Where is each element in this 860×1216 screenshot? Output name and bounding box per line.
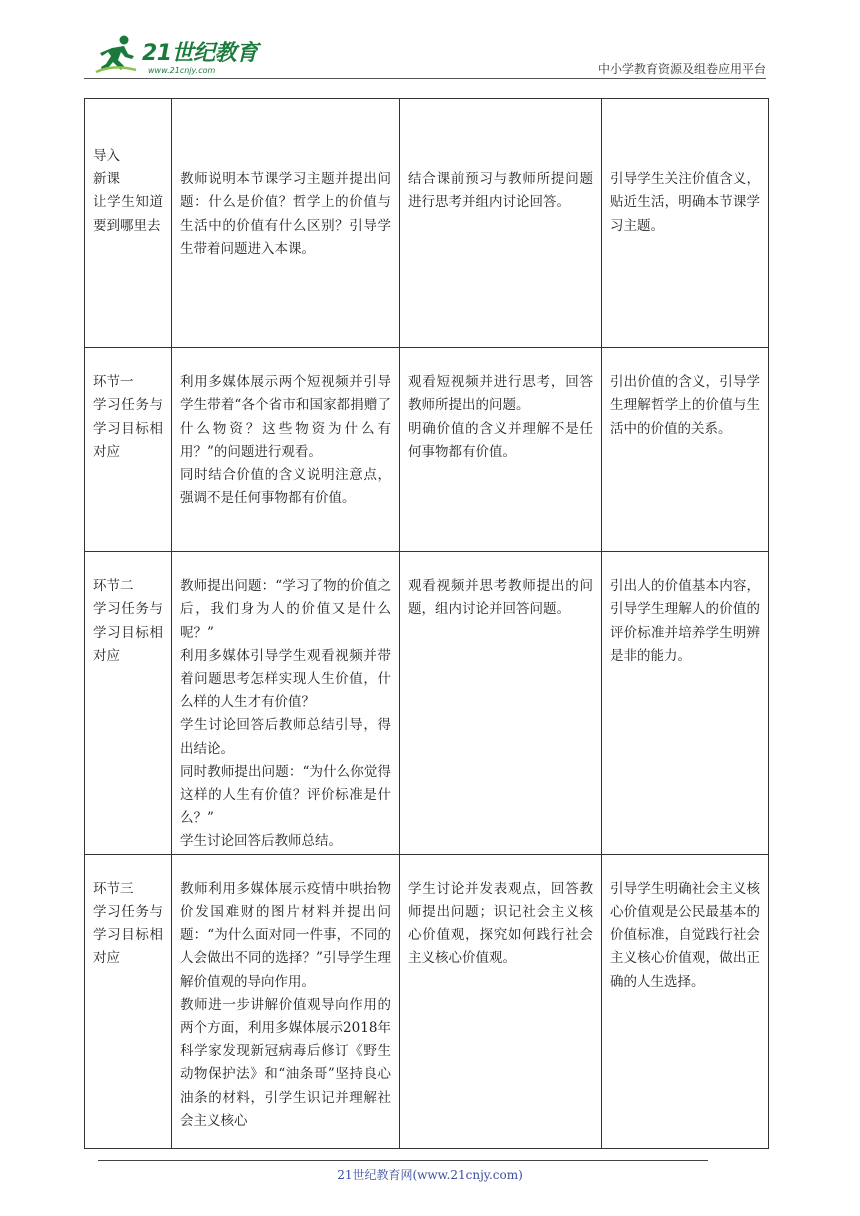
page-header <box>84 30 766 78</box>
table-row <box>85 552 769 855</box>
site-logo[interactable] <box>94 34 284 78</box>
design-intent-text: 引导学生明确社会主义核心价值观是公民最基本的价值标准，自觉践行社会主义核心价值观，做出正确的人生选择。 <box>610 880 760 990</box>
teacher-activity-text: 教师利用多媒体展示疫情中哄抬物价发国难财的图片材料并提出问题：“为什么面对同一件事，不同的人会做出不同的选择？”引导学生理解价值观的导向作用。 教师进一步讲解价值观导向作用的两个方面，利用多媒体展示2018年科学家发现新冠病毒后修订《野生动物保护法》和“油条哥”坚持良心油条的材料，引学生识记并理解社会主义核心 <box>180 880 391 1129</box>
logo-text: 21世纪教育 <box>142 41 258 66</box>
table-row <box>85 99 769 348</box>
teacher-activity-text: 教师说明本节课学习主题并提出问题：什么是价值？哲学上的价值与生活中的价值有什么区别？引导学生带着问题进入本课。 <box>180 171 391 257</box>
teacher-activity-cell <box>172 854 400 1148</box>
table-row <box>85 348 769 552</box>
footer-link[interactable]: 21世纪教育网(www.21cnjy.com) <box>337 1168 523 1182</box>
student-activity-text: 观看短视频并进行思考，回答教师所提出的问题。 明确价值的含义并理解不是任何事物都有价值。 <box>408 374 593 460</box>
stage-cell <box>85 552 172 855</box>
stage-cell <box>85 348 172 552</box>
stage-text: 环节二 学习任务与学习目标相对应 <box>93 578 163 664</box>
logo-url: www.21cnjy.com <box>148 66 216 75</box>
design-intent-text: 引出价值的含义，引导学生理解哲学上的价值与生活中的价值的关系。 <box>610 374 760 437</box>
design-intent-cell <box>602 854 769 1148</box>
design-intent-cell <box>602 348 769 552</box>
teacher-activity-text: 利用多媒体展示两个短视频并引导学生带着“各个省市和国家都捐赠了什么物资？这些物资为什么有用？”的问题进行观看。 同时结合价值的含义说明注意点，强调不是任何事物都有价值。 <box>180 374 391 507</box>
stage-text: 环节一 学习任务与学习目标相对应 <box>93 374 163 460</box>
student-activity-cell <box>400 99 602 348</box>
lesson-table <box>84 98 769 1149</box>
header-divider <box>84 78 766 79</box>
student-activity-text: 观看视频并思考教师提出的问题，组内讨论并回答问题。 <box>408 578 593 618</box>
student-activity-text: 结合课前预习与教师所提问题进行思考并组内讨论回答。 <box>408 171 593 211</box>
stage-text: 环节三 学习任务与学习目标相对应 <box>93 880 163 967</box>
student-activity-cell <box>400 854 602 1148</box>
design-intent-cell <box>602 99 769 348</box>
student-activity-cell <box>400 348 602 552</box>
teacher-activity-cell <box>172 552 400 855</box>
platform-title: 中小学教育资源及组卷应用平台 <box>597 62 766 76</box>
stage-cell <box>85 854 172 1148</box>
runner-logo-icon <box>94 34 138 74</box>
teacher-activity-text: 教师提出问题：“学习了物的价值之后，我们身为人的价值又是什么呢？” 利用多媒体引导学生观看视频并带着问题思考怎样实现人生价值，什么样的人生才有价值？ 学生讨论回答后教师总结引导，得出结论。 同时教师提出问题：“为什么你觉得这样的人生有价值？评价标准是什么？” 学生讨论回答后教师总结。 <box>180 578 391 850</box>
design-intent-text: 引出人的价值基本内容，引导学生理解人的价值的评价标准并培养学生明辨是非的能力。 <box>610 578 760 664</box>
design-intent-text: 引导学生关注价值含义，贴近生活，明确本节课学习主题。 <box>610 171 760 234</box>
footer-divider <box>98 1160 708 1161</box>
teacher-activity-cell <box>172 99 400 348</box>
teacher-activity-cell <box>172 348 400 552</box>
stage-text: 导入 新课 让学生知道要到哪里去 <box>93 148 163 234</box>
student-activity-text: 学生讨论并发表观点，回答教师提出问题；识记社会主义核心价值观，探究如何践行社会主义核心价值观。 <box>408 880 593 967</box>
design-intent-cell <box>602 552 769 855</box>
stage-cell <box>85 99 172 348</box>
table-row <box>85 854 769 1148</box>
student-activity-cell <box>400 552 602 855</box>
